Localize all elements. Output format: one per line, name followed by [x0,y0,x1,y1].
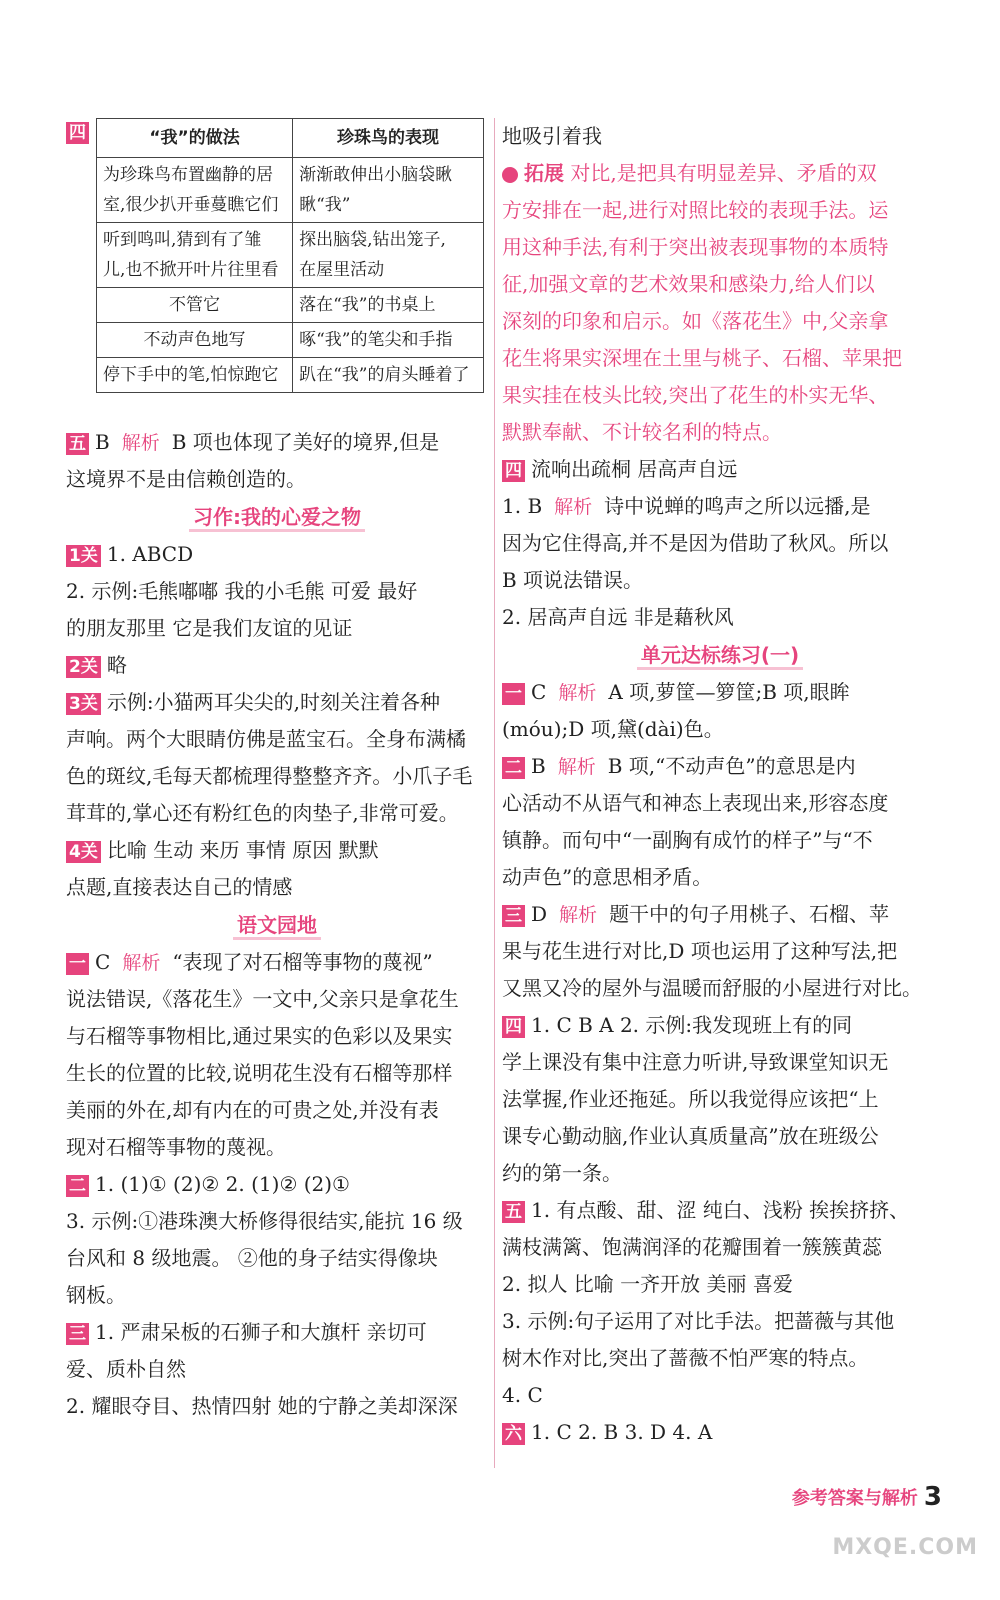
level-tag: 3关 [66,693,101,715]
answer-line: 二 1. (1)① (2)② 2. (1)② (2)① [66,1166,488,1203]
section-tag: 四 [66,122,89,144]
answer-line: 因为它住得高,并不是因为借助了秋风。所以 [502,531,889,555]
answer-line: B 项说法错误。 [502,568,644,592]
answer-line: 2关 略 [66,647,488,684]
answer-line: 三 D 解析 题干中的句子用桃子、石榴、苹 [502,896,938,933]
table-cell: 趴在“我”的肩头睡着了 [293,358,484,393]
table-row [97,223,484,288]
section-heading: 语文园地 [66,906,488,944]
section-heading: 习作:我的心爱之物 [66,498,488,536]
table-cell: 停下手中的笔,怕惊跑它 [97,358,293,393]
answer-line: 钢板。 [66,1283,126,1307]
comparison-table-block [66,118,488,424]
answer-line: 3关 示例:小猫两耳尖尖的,时刻关注着各种 [66,684,488,721]
section-tag: 五 [66,433,89,455]
section-tag: 三 [66,1323,89,1345]
answer-line: 2. 拟人 比喻 一齐开放 美丽 喜爱 [502,1272,793,1296]
analysis-label: 解析 [558,682,597,704]
answer-line: 色的斑纹,毛每天都梳理得整整齐齐。小爪子毛 [66,764,473,788]
answer-line: 动声色”的意思相矛盾。 [502,865,713,889]
answer-line: (móu);D 项,黛(dài)色。 [502,717,724,741]
table-cell: 啄“我”的笔尖和手指 [293,323,484,358]
answer-line: 台风和 8 级地震。 ②他的身子结实得像块 [66,1246,438,1270]
answer-line: 镇静。而句中“一副胸有成竹的样子”与“不 [502,828,873,852]
analysis-label: 解析 [121,432,160,454]
section-tag: 四 [502,460,525,482]
extension-icon [502,167,518,183]
answer-line: 3. 示例:句子运用了对比手法。把蔷薇与其他 [502,1309,895,1333]
table-row [97,323,484,358]
answer-line: 又黑又冷的屋外与温暖而舒服的小屋进行对比。 [502,976,922,1000]
column-divider [494,118,495,1468]
level-tag: 2关 [66,656,101,678]
table-header-row [97,119,484,158]
extension-line: 默默奉献、不计较名利的特点。 [502,420,782,444]
page-footer [792,1482,942,1512]
answer-line: 一 C 解析 A 项,萝筐—箩筐;B 项,眼眸 [502,674,938,711]
extension-line: 花生将果实深埋在土里与桃子、石榴、苹果把 [502,346,902,370]
analysis-label: 解析 [122,952,161,974]
answer-line: 说法错误,《落花生》一文中,父亲只是拿花生 [66,987,459,1011]
answer-line: 与石榴等事物相比,通过果实的色彩以及果实 [66,1024,453,1048]
table-row [97,358,484,393]
answer-line: 1. B 解析 诗中说蝉的鸣声之所以远播,是 [502,494,871,518]
answer-line: 学上课没有集中注意力听讲,导致课堂知识无 [502,1050,889,1074]
table-cell: 不动声色地写 [97,323,293,358]
section-tag: 二 [502,757,525,779]
answer-line: 二 B 解析 B 项,“不动声色”的意思是内 [502,748,938,785]
answer-line: 爱、质朴自然 [66,1357,186,1381]
extension-line: 用这种手法,有利于突出被表现事物的本质特 [502,235,889,259]
section-tag: 三 [502,905,525,927]
extension-line: 方安排在一起,进行对照比较的表现手法。运 [502,198,889,222]
table-cell: 不管它 [97,288,293,323]
answer-line: 2. 示例:毛熊嘟嘟 我的小毛熊 可爱 最好 [66,579,418,603]
answer-line: 一 C 解析 “表现了对石榴等事物的蔑视” [66,944,488,981]
answer-line: 美丽的外在,却有内在的可贵之处,并没有表 [66,1098,439,1122]
answer-line: 2. 居高声自远 非是藉秋风 [502,605,734,629]
answer-line: 地吸引着我 [502,124,602,148]
answer-line: 的朋友那里 它是我们友谊的见证 [66,616,353,640]
answer-line: 点题,直接表达自己的情感 [66,875,293,899]
table-row [97,288,484,323]
table-cell: 探出脑袋,钻出笼子, 在屋里活动 [293,223,484,288]
footer-label: 参考答案与解析 [791,1488,918,1509]
answer-line: 三 1. 严肃呆板的石狮子和大旗杆 亲切可 [66,1314,488,1351]
answer-line: 声响。两个大眼睛仿佛是蓝宝石。全身布满橘 [66,727,466,751]
answer-line: 五 1. 有点酸、甜、涩 纯白、浅粉 挨挨挤挤、 [502,1192,938,1229]
answer-line: 果与花生进行对比,D 项也运用了这种写法,把 [502,939,898,963]
answer-line: 五 B 解析 B 项也体现了美好的境界,但是 [66,424,488,461]
answer-line: 生长的位置的比较,说明花生没有石榴等那样 [66,1061,453,1085]
analysis-label: 解析 [554,496,593,518]
answer-line: 课专心勤动脑,作业认真质量高”放在班级公 [502,1124,879,1148]
answer-line: 四 流响出疏桐 居高声自远 [502,451,938,488]
answer-line: 4关 比喻 生动 来历 事情 原因 默默 [66,832,488,869]
answer-line: 2. 耀眼夺目、热情四射 她的宁静之美却深深 [66,1394,458,1418]
page-number: 3 [923,1482,942,1512]
table-cell: 为珍珠鸟布置幽静的居 室,很少扒开垂蔓瞧它们 [97,158,293,223]
extension-line: 果实挂在枝头比较,突出了花生的朴实无华、 [502,383,889,407]
watermark: MXQE.COM [832,1535,978,1560]
table-row [97,158,484,223]
answer-line: 六 1. C 2. B 3. D 4. A [502,1414,938,1451]
section-tag: 六 [502,1423,525,1445]
table-header: “我”的做法 [97,119,293,158]
section-heading: 单元达标练习(一) [502,636,938,674]
answer-line: 3. 示例:①港珠澳大桥修得很结实,能抗 16 级 [66,1209,463,1233]
answer-line: 法掌握,作业还拖延。所以我觉得应该把“上 [502,1087,879,1111]
answer-line: 四 1. C B A 2. 示例:我发现班上有的同 [502,1007,938,1044]
section-tag: 一 [66,953,89,975]
extension-note: 拓展 对比,是把具有明显差异、矛盾的双 [502,155,938,192]
table-cell: 听到鸣叫,猜到有了雏 儿,也不掀开叶片往里看 [97,223,293,288]
answer-line: 树木作对比,突出了蔷薇不怕严寒的特点。 [502,1346,869,1370]
extension-label: 拓展 [524,161,564,185]
analysis-label: 解析 [559,904,598,926]
answer-line: 茸茸的,掌心还有粉红色的肉垫子,非常可爱。 [66,801,459,825]
section-tag: 一 [502,683,525,705]
answer-line: 4. C [502,1383,543,1407]
table-cell: 渐渐敢伸出小脑袋瞅 瞅“我” [293,158,484,223]
extension-line: 征,加强文章的艺术效果和感染力,给人们以 [502,272,875,296]
section-tag: 二 [66,1175,89,1197]
answer-line: 现对石榴等事物的蔑视。 [66,1135,286,1159]
answer-line: 这境界不是由信赖创造的。 [66,467,306,491]
answer-line: 心活动不从语气和神态上表现出来,形容态度 [502,791,889,815]
level-tag: 4关 [66,841,101,863]
table-header: 珍珠鸟的表现 [293,119,484,158]
extension-line: 深刻的印象和启示。如《落花生》中,父亲拿 [502,309,889,333]
section-tag: 五 [502,1201,525,1223]
section-tag: 四 [502,1016,525,1038]
answer-line: 1关 1. ABCD [66,536,488,573]
level-tag: 1关 [66,545,101,567]
answer-line: 约的第一条。 [502,1161,622,1185]
table-cell: 落在“我”的书桌上 [293,288,484,323]
analysis-label: 解析 [557,756,596,778]
right-column [502,118,938,1451]
left-column [66,118,488,1425]
comparison-table [96,118,484,393]
answer-line: 满枝满篱、饱满润泽的花瓣围着一簇簇黄蕊 [502,1235,882,1259]
